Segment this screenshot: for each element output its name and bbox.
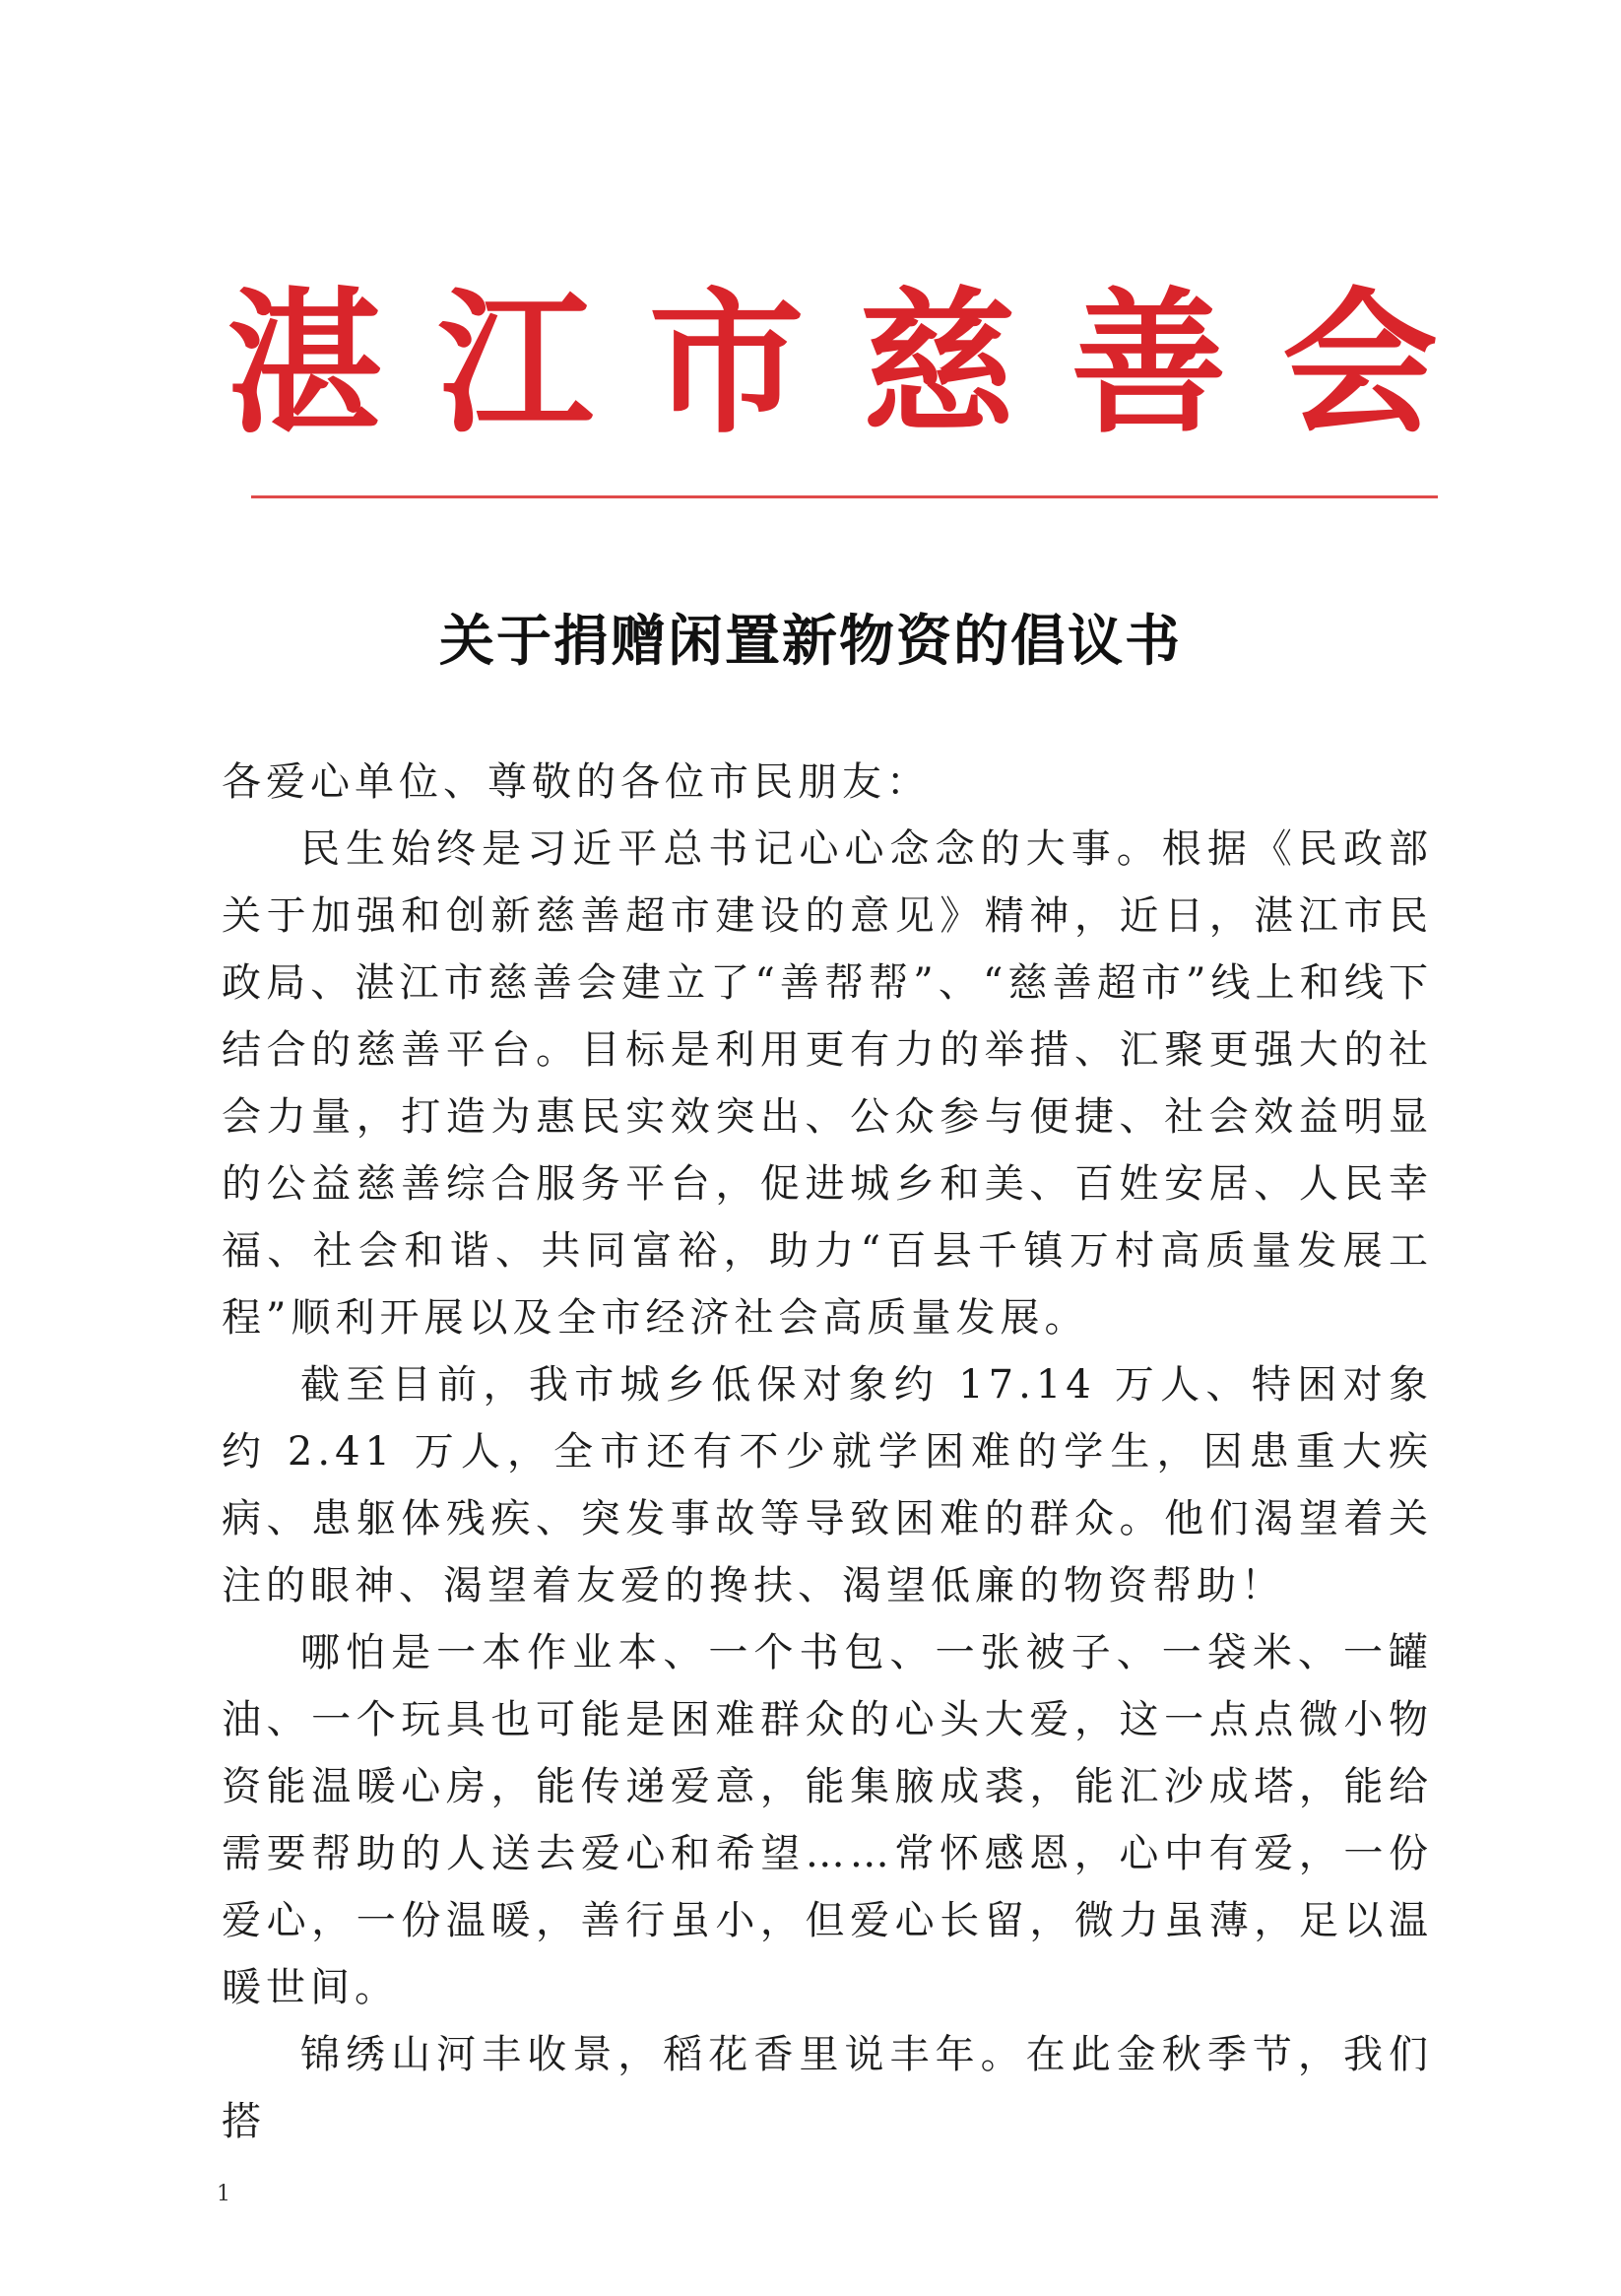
body-paragraph: 截至目前，我市城乡低保对象约 17.14 万人、特困对象约 2.41 万人，全市还有不少就学困难的学生，因患重大疾病、患躯体残疾、突发事故等导致困难的群众。他们渴望着关注的眼神、渴望着友爱的搀扶、渴望低廉的物资帮助！ [222, 1362, 1433, 1608]
body-paragraph: 锦绣山河丰收景，稻花香里说丰年。在此金秋季节，我们搭 [222, 2032, 1433, 2144]
letterhead-char: 湛 [227, 273, 382, 455]
letterhead-char: 会 [1281, 273, 1438, 455]
document-title: 关于捐赠闲置新物资的倡议书 [439, 610, 1182, 674]
letterhead-char: 慈 [860, 273, 1016, 455]
salutation: 各爱心单位、尊敬的各位市民朋友： [222, 759, 931, 805]
document-body [222, 749, 1433, 2155]
letterhead-char: 善 [1070, 273, 1227, 455]
organization-letterhead [227, 273, 1438, 455]
body-paragraph: 民生始终是习近平总书记心心念念的大事。根据《民政部关于加强和创新慈善超市建设的意见》精神，近日，湛江市民政局、湛江市慈善会建立了“善帮帮”、“慈善超市”线上和线下结合的慈善平台。目标是利用更有力的举措、汇聚更强大的社会力量，打造为惠民实效突出、公众参与便捷、社会效益明显的公益慈善综合服务平台，促进城乡和美、百姓安居、人民幸福、社会和谐、共同富裕，助力“百县千镇万村高质量发展工程”顺利开展以及全市经济社会高质量发展。 [222, 826, 1433, 1341]
letterhead-char: 市 [648, 273, 805, 455]
page-number: 1 [217, 2182, 230, 2206]
body-paragraph: 哪怕是一本作业本、一个书包、一张被子、一袋米、一罐油、一个玩具也可能是困难群众的心头大爱，这一点点微小物资能温暖心房，能传递爱意，能集腋成裘，能汇沙成塔，能给需要帮助的人送去爱心和希望……常怀感恩，心中有爱，一份爱心，一份温暖，善行虽小，但爱心长留，微力虽薄，足以温暖世间。 [222, 1630, 1433, 2010]
letterhead-divider [251, 495, 1438, 498]
letterhead-char: 江 [437, 273, 594, 455]
